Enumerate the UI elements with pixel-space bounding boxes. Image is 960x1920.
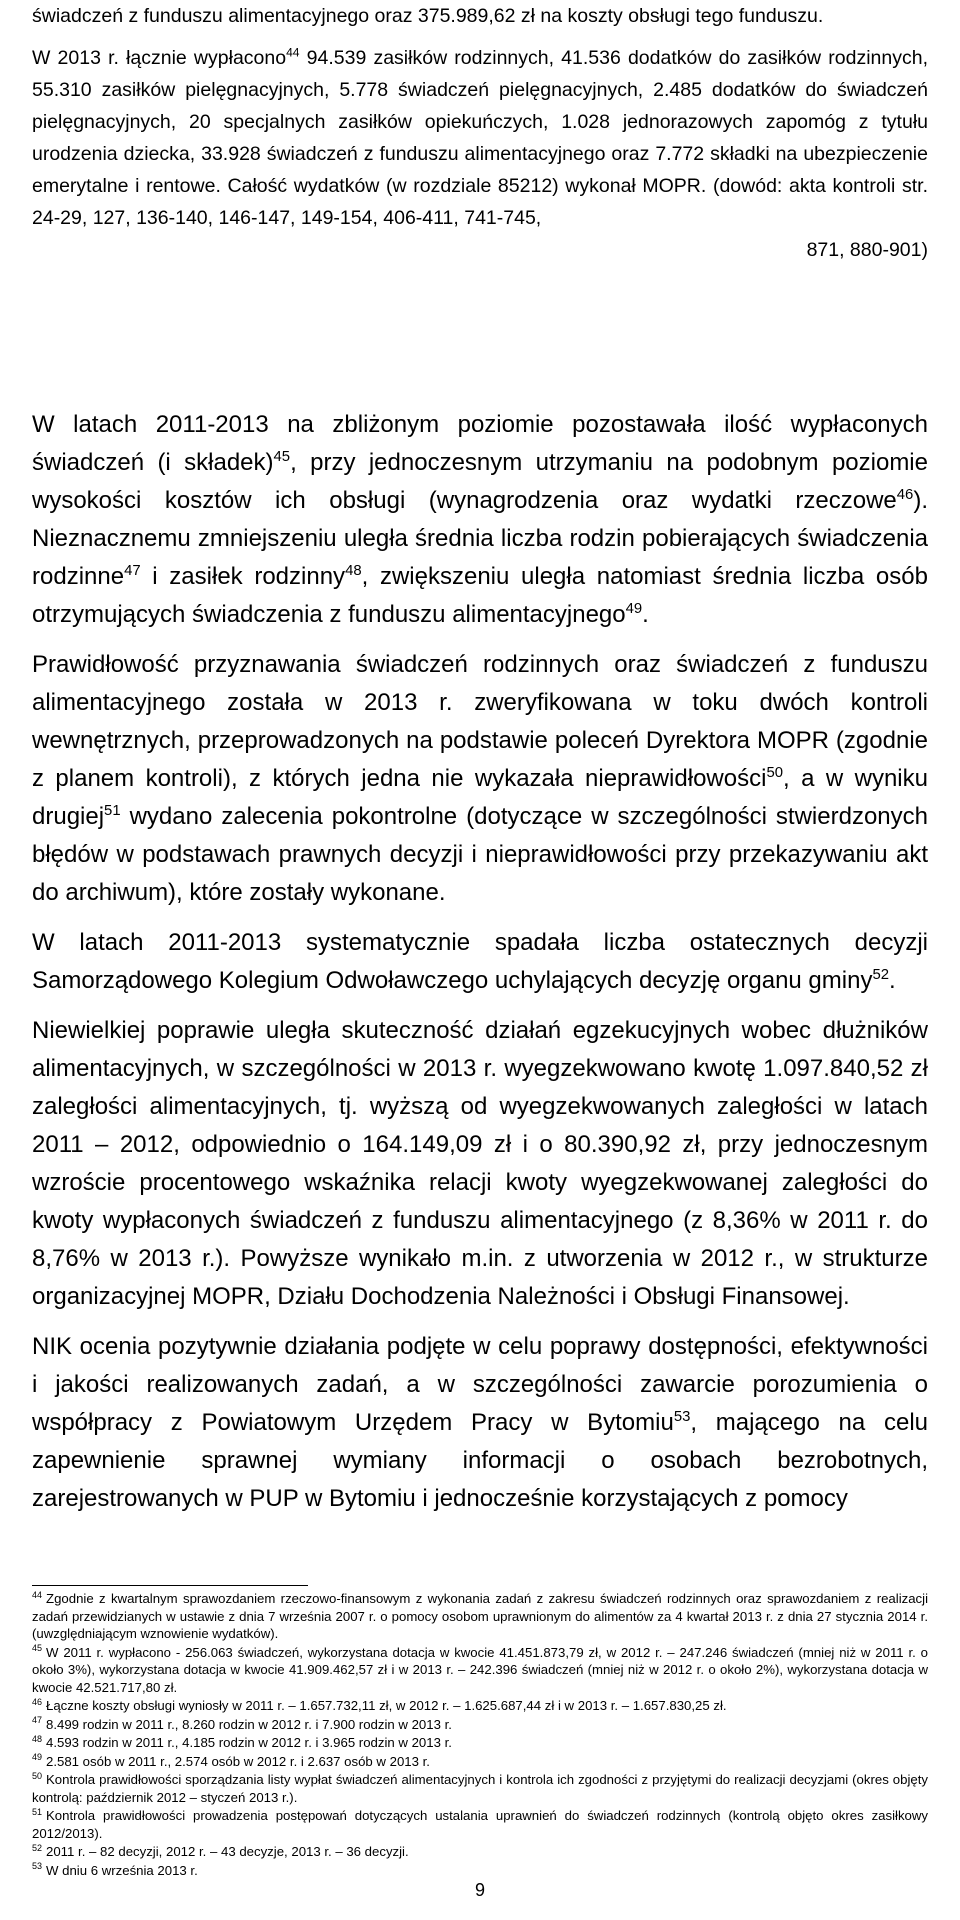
section-main-text [32,406,928,1518]
footnote-51 [32,1807,928,1842]
footnote-text: Zgodnie z kwartalnym sprawozdaniem rzeczowo-finansowym z wykonania zadań z zakresu świadczeń rodzinnych oraz sprawozdaniem z realizacji zadań przewidzianych w ustawie z dnia 7 września 2007 r. o pomocy osobom uprawnionym do alimentów za 4 kwartał 2013 r. z dnia 27 stycznia 2014 r. (uwzględniającym wznowienie wydatków). [32,1591,928,1641]
paragraph-enforcement: Niewielkiej poprawie uległa skuteczność działań egzekucyjnych wobec dłużników alimentacyjnych, w szczególności w 2013 r. wyegzekwowano kwotę 1.097.840,52 zł zaległości alimentacyjnych, tj. wyższą od wyegzekwowanych zaległości w latach 2011 – 2012, odpowiednio o 164.149,09 zł i o 80.390,92 zł, przy jednoczesnym wzroście procentowego wskaźnika relacji kwoty wyegzekwowanej zaległości do kwoty wypłaconych świadczeń z funduszu alimentacyjnego (z 8,36% w 2011 r. do 8,76% w 2013 r.). Powyższe wynikało m.in. z utworzenia w 2012 r., w strukturze organizacyjnej MOPR, Działu Dochodzenia Należności i Obsługi Finansowej. [32,1017,928,1310]
text-run: , mającego na celu zapewnienie sprawnej wymiany informacji o osobach bezrobotnych, zarejestrowanych w PUP w Bytomiu i jednocześnie korzystających z pomocy [32,1409,928,1512]
footnote-text: Kontrola prawidłowości prowadzenia postępowań dotyczących ustalania uprawnień do świadczeń rodzinnych (kontrolą objęto okres zasiłkowy 2012/2013). [32,1808,928,1841]
footnote-number: 47 [32,1715,43,1726]
text-run: . [642,601,649,628]
footnote-45 [32,1644,928,1697]
footnote-number: 50 [32,1770,43,1781]
text-run: W latach 2011-2013 systematycznie spadała liczba ostatecznych decyzji Samorządowego Kolegium Odwoławczego uchylających decyzję organu gminy [32,929,928,994]
footnote-50 [32,1771,928,1806]
footnote-text: W 2011 r. wypłacono - 256.063 świadczeń, wykorzystana dotacja w kwocie 41.451.873,79 zł, w 2012 r. – 247.246 świadczeń (mniej niż w 2011 r. o około 3%), wykorzystana dotacja w kwocie 41.909.462,57 zł i w 2013 r. – 242.396 świadczeń (mniej niż w 2012 r. o około 2%), wykorzystana dotacja w kwocie 42.521.717,80 zł. [32,1644,928,1695]
footnote-number: 49 [32,1752,43,1763]
footnote-ref-52[interactable]: 52 [872,967,889,983]
footnote-number: 46 [32,1696,43,1707]
footnote-46 [32,1697,928,1715]
footnote-text: W dniu 6 września 2013 r. [46,1862,198,1878]
footnote-ref-53[interactable]: 53 [673,1409,691,1425]
text-run: . [889,967,896,994]
evidence-reference: 871, 880-901) [806,239,928,261]
footnote-text: 8.499 rodzin w 2011 r., 8.260 rodzin w 2012 r. i 7.900 rodzin w 2013 r. [46,1716,452,1732]
text-run: Prawidłowość przyznawania świadczeń rodzinnych oraz świadczeń z funduszu alimentacyjnego została w 2013 r. zweryfikowana w toku dwóch kontroli wewnętrznych, przeprowadzonych na podstawie poleceń Dyrektora MOPR (zgodnie z planem kontroli), z których jedna nie wykazała nieprawidłowości [32,651,928,792]
footnote-number: 53 [32,1861,43,1872]
footnote-ref-44[interactable]: 44 [286,45,300,60]
footnote-text: Łączne koszty obsługi wyniosły w 2011 r. – 1.657.732,11 zł, w 2012 r. – 1.625.687,44 zł i w 2013 r. – 1.657.830,25 zł. [46,1698,727,1713]
text-run: , a w wyniku drugiej [32,765,928,830]
footnote-text: Kontrola prawidłowości sporządzania listy wypłat świadczeń alimentacyjnych i kontrola ich zgodności z przyjętymi do realizacji decyzjami (okres objęty kontrolą: październik 2012 – styczeń 2013 r.). [32,1772,928,1805]
footnote-47 [32,1716,928,1734]
footnote-ref-46[interactable]: 46 [896,487,914,503]
footnote-53 [32,1862,928,1880]
footnote-separator [32,1585,308,1586]
text-run: i zasiłek rodzinny [140,563,346,590]
footnote-ref-50[interactable]: 50 [766,765,783,781]
footnote-number: 45 [32,1643,43,1654]
text-run: 94.539 zasiłków rodzinnych, 41.536 dodatków do zasiłków rodzinnych, 55.310 zasiłków pielęgnacyjnych, 5.778 świadczeń pielęgnacyjnych, 2.485 dodatków do świadczeń pielęgnacyjnych, 20 specjalnych zasiłków opiekuńczych, 1.028 jednorazowych zapomóg z tytułu urodzenia dziecka, 33.928 świadczeń z funduszu alimentacyjnego oraz 7.772 składki na ubezpieczenie emerytalne i rentowe. Całość wydatków (w rozdziale 85212) wykonał MOPR. (dowód: akta kontroli str. 24-29, 127, 136-140, 146-147, 149-154, 406-411, 741-745, [32,47,928,229]
paragraph-sko-decisions [32,924,928,1000]
footnote-number: 44 [32,1589,43,1600]
text-run: NIK ocenia pozytywnie działania podjęte w celu poprawy dostępności, efektywności i jakości realizowanych zadań, a w szczególności zawarcie porozumienia o współpracy z Powiatowym Urzędem Pracy w Bytomiu [32,1333,928,1436]
text-run: wydano zalecenia pokontrolne (dotyczące w szczególności stwierdzonych błędów w podstawach prawnych decyzji i nieprawidłowości przy przekazywaniu akt do archiwum), które zostały wykonane. [32,803,928,906]
footnote-text: 4.593 rodzin w 2011 r., 4.185 rodzin w 2012 r. i 3.965 rodzin w 2013 r. [46,1735,452,1750]
footnote-text: 2.581 osób w 2011 r., 2.574 osób w 2012 r. i 2.637 osób w 2013 r. [46,1753,430,1769]
paragraph-nik-assessment [32,1328,928,1518]
footnote-number: 51 [32,1806,43,1817]
text-run: ). Nieznacznemu zmniejszeniu uległa średnia liczba rodzin pobierających świadczenia rodzinne [32,487,928,590]
paragraph-internal-controls [32,646,928,912]
footnote-number: 48 [32,1733,43,1744]
footnote-52 [32,1843,928,1861]
footnote-49 [32,1753,928,1771]
footnote-ref-49[interactable]: 49 [625,601,643,617]
paragraph-benefit-levels [32,406,928,634]
footnote-number: 52 [32,1842,43,1853]
footnote-ref-47[interactable]: 47 [124,563,141,579]
text-run: , przy jednoczesnym utrzymaniu na podobnym poziomie wysokości kosztów ich obsługi (wynagrodzenia oraz wydatki rzeczowe [32,449,928,514]
text-run: W latach 2011-2013 na zbliżonym poziomie pozostawała ilość wypłaconych świadczeń (i składek) [32,411,928,476]
footnote-text: 2011 r. – 82 decyzji, 2012 r. – 43 decyzje, 2013 r. – 36 decyzji. [46,1844,409,1859]
section-statistics [32,0,928,266]
paragraph-payouts-2013 [32,42,928,234]
text-run: W 2013 r. łącznie wypłacono [32,47,287,69]
footnote-48 [32,1734,928,1752]
footnote-44 [32,1590,928,1643]
paragraph-alimony-fund-costs: świadczeń z funduszu alimentacyjnego oraz 375.989,62 zł na koszty obsługi tego funduszu. [32,5,824,27]
footnotes [32,1590,928,1880]
text-run: , zwiększeniu uległa natomiast średnia liczba osób otrzymujących świadczenia z funduszu alimentacyjnego [32,563,928,628]
footnote-ref-51[interactable]: 51 [104,803,121,819]
page-number: 9 [474,1880,485,1900]
footnote-ref-48[interactable]: 48 [345,563,362,579]
footnote-ref-45[interactable]: 45 [273,449,291,465]
